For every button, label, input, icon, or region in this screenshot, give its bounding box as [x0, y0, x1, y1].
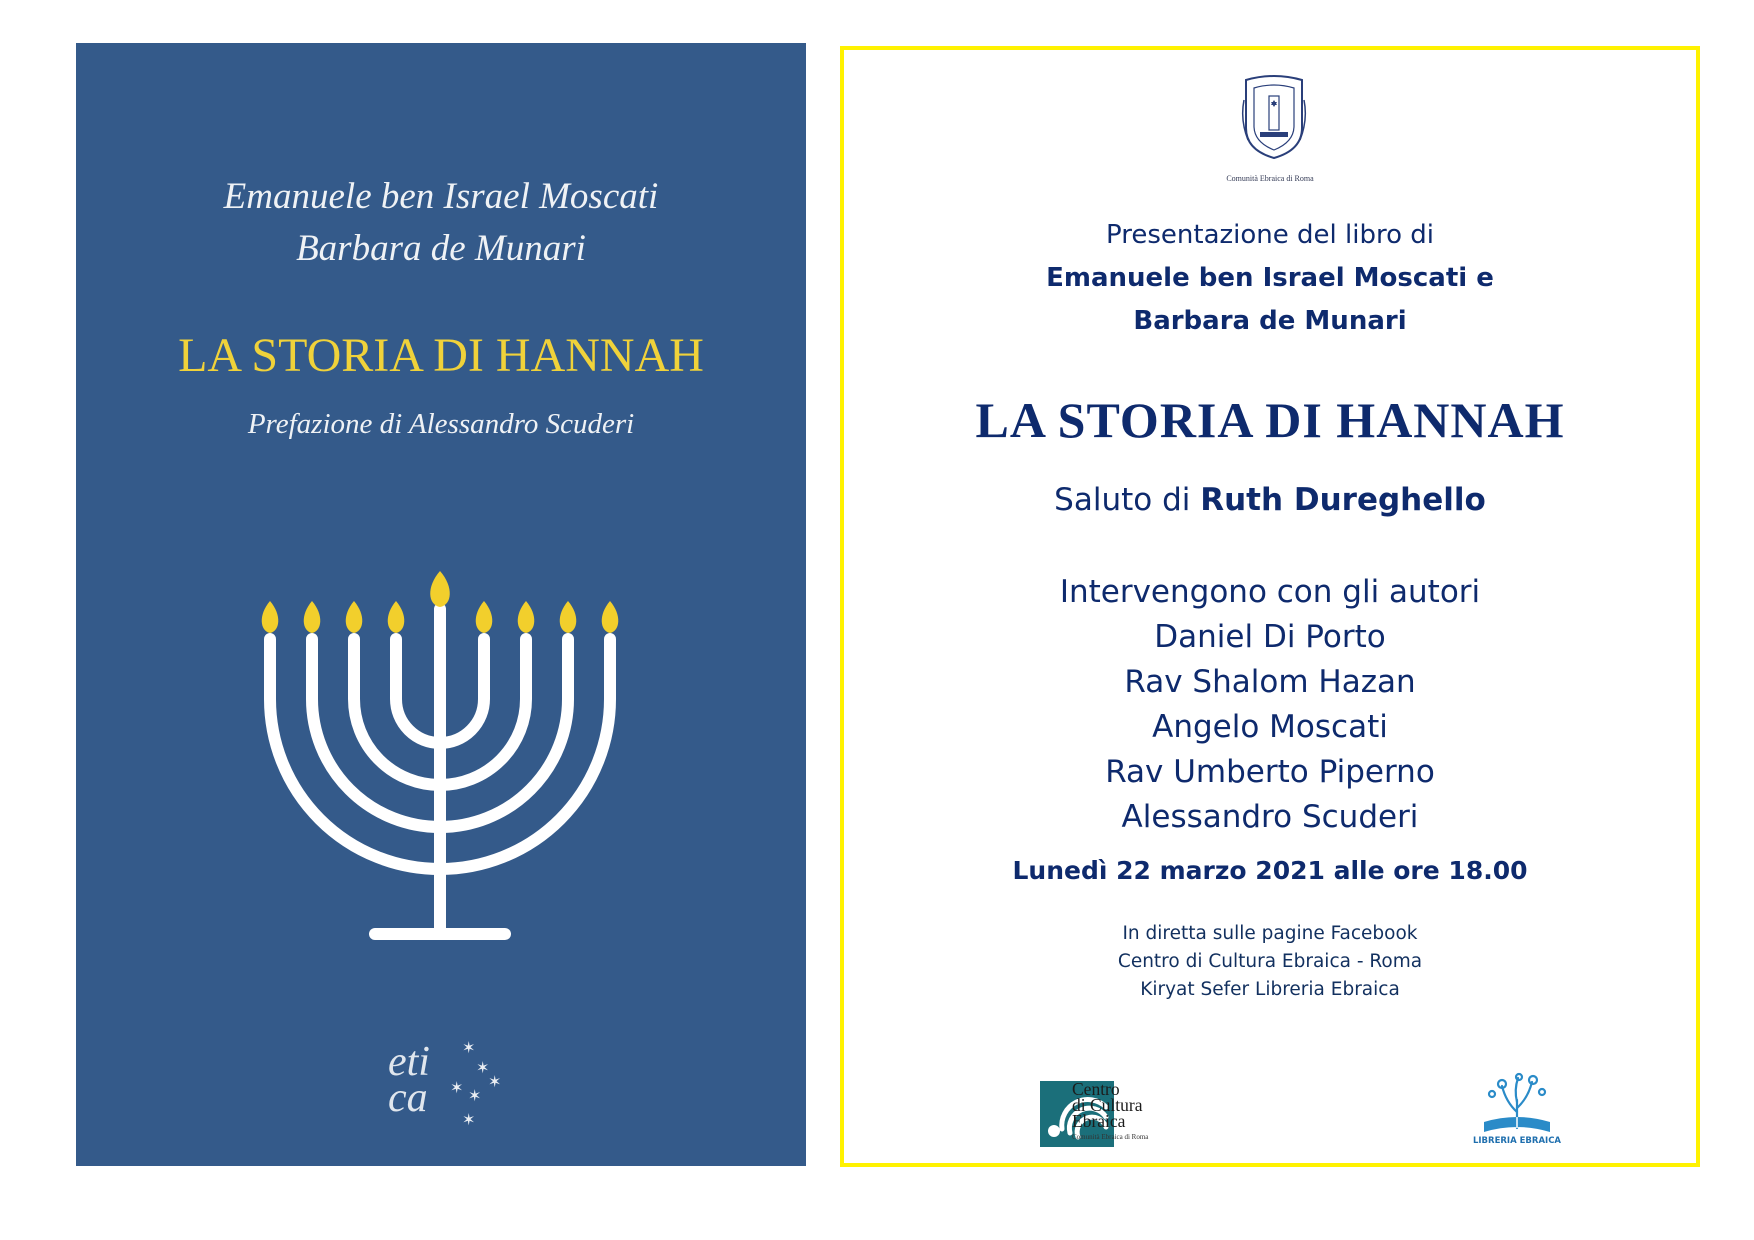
speaker-item: Daniel Di Porto: [1154, 619, 1386, 655]
event-date: Lunedì 22 marzo 2021 alle ore 18.00: [1012, 856, 1528, 885]
greeting-name: Ruth Dureghello: [1200, 482, 1486, 518]
intro-line: Presentazione del libro di: [1106, 220, 1434, 250]
centro-logo-sub: Comunità Ebraica di Roma: [1072, 1133, 1149, 1141]
event-flyer: [840, 46, 1700, 1167]
kiryat-sefer-logo: [1462, 1072, 1572, 1148]
publisher-logo: [378, 1025, 508, 1135]
authors-line-1: Emanuele ben Israel Moscati e: [1046, 263, 1494, 293]
centro-cultura-ebraica-logo: [992, 1081, 1162, 1147]
greeting-prefix: Saluto di: [1054, 482, 1201, 518]
cover-preface: Prefazione di Alessandro Scuderi: [247, 408, 635, 440]
broadcast-line: Centro di Cultura Ebraica - Roma: [1117, 951, 1423, 972]
cover-title: LA STORIA DI HANNAH: [178, 329, 704, 382]
speaker-item: Rav Umberto Piperno: [1105, 754, 1435, 790]
flyer-title: LA STORIA DI HANNAH: [975, 392, 1565, 448]
speakers-heading: Intervengono con gli autori: [1059, 574, 1481, 610]
kiryat-logo-label: LIBRERIA EBRAICA: [1472, 1136, 1562, 1146]
publisher-text-1: eti: [388, 1039, 430, 1085]
publisher-text-2: ca: [388, 1075, 428, 1121]
broadcast-line: In diretta sulle pagine Facebook: [1122, 923, 1418, 944]
tree-book-icon: [1462, 1072, 1572, 1136]
centro-logo-line-2: di Cultura: [1072, 1095, 1143, 1115]
broadcast-line: Kiryat Sefer Libreria Ebraica: [1140, 979, 1400, 1000]
star-icon: ✶: [488, 1072, 502, 1091]
authors-line-2: Barbara de Munari: [1133, 306, 1407, 336]
broadcast-info: [844, 920, 1696, 1004]
cover-author-1: Emanuele ben Israel Moscati: [223, 176, 659, 217]
star-icon: ✶: [462, 1110, 476, 1129]
presentation-intro: [844, 214, 1696, 343]
centro-logo-text: [1072, 1081, 1172, 1129]
book-cover: [76, 43, 806, 1166]
speaker-item: Rav Shalom Hazan: [1124, 664, 1416, 700]
cover-author-2: Barbara de Munari: [296, 228, 586, 269]
star-icon: ✶: [468, 1086, 482, 1105]
star-icon: ✶: [476, 1058, 490, 1077]
centro-logo-line-3: Ebraica: [1072, 1111, 1126, 1131]
speaker-item: Alessandro Scuderi: [1121, 799, 1419, 835]
community-crest-logo: [1240, 70, 1308, 162]
star-icon: ✶: [462, 1038, 476, 1057]
cover-authors: [76, 171, 806, 275]
greeting-line: [844, 482, 1696, 518]
menorah-icon: [210, 529, 670, 969]
centro-logo-line-1: Centro: [1072, 1079, 1120, 1099]
star-icon: ✶: [450, 1078, 464, 1097]
speaker-item: Angelo Moscati: [1152, 709, 1388, 745]
crest-caption: Comunità Ebraica di Roma: [1226, 174, 1314, 183]
speakers-block: [844, 570, 1696, 840]
